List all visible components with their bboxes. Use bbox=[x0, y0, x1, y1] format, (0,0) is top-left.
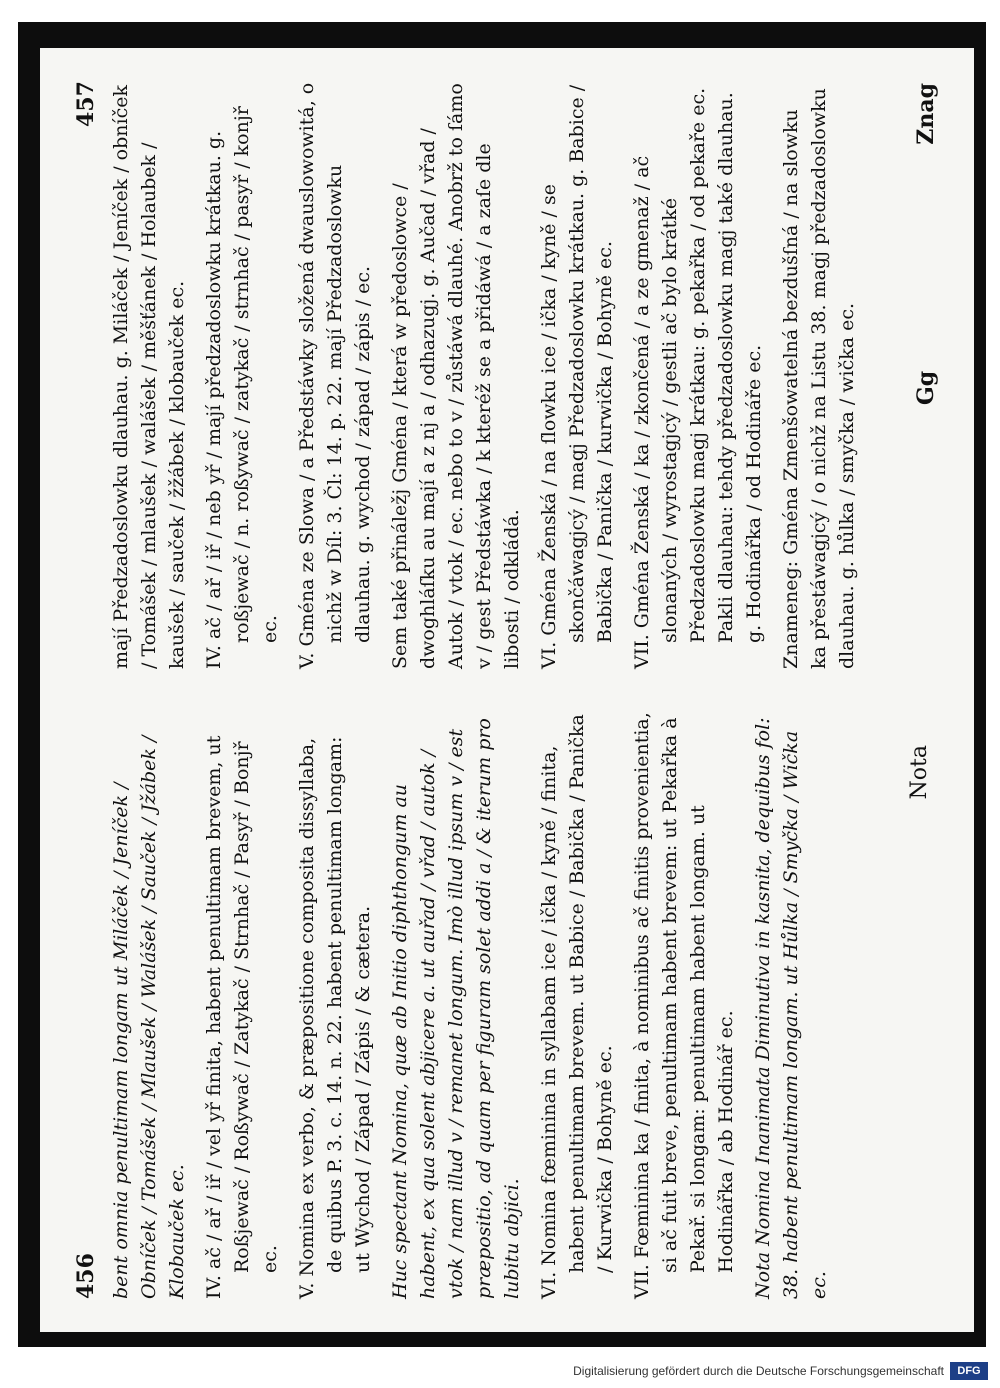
scanned-spread bbox=[18, 22, 986, 1347]
paragraph: IV. ač / ař / iř / vel yř finita, habent penultimam brevem, ut Roßjewač / Roßywač / Zatykač / Strnhač / Pasyř / Bonjř ec. bbox=[203, 735, 281, 1299]
page-number: 456 bbox=[73, 1253, 99, 1299]
page-number: 457 bbox=[73, 81, 99, 127]
paragraph: mají Předzadoslowku dlauhau. g. Miláček / Jeníček / obníček / Tomášek / mlaušek / walášek / měšťánek / Holaubek / kaušek / sauček / žžábek / klobauček ec. bbox=[110, 85, 188, 669]
paragraph: IV. ač / ař / iř / neb yř / mají předzadoslowku krátkau. g. roßjewač / n. roßywač / zatykač / strnhač / pasyř / konjř ec. bbox=[203, 106, 281, 669]
signature-mark: Gg bbox=[913, 370, 939, 405]
right-page bbox=[67, 75, 947, 675]
dfg-logo: DFG bbox=[950, 1362, 988, 1380]
left-page bbox=[67, 705, 947, 1305]
paragraph: Znameneg: Gména Zmenšowatelná bezdušſná / na slowku ka přestáwagjcý / o nichž na Listu 38. magj předzadoslowku dlauhau. g. hůlka / smyčka / wička ec. bbox=[780, 88, 858, 669]
paragraph: Sem také přináležj Gména / která w předoslowce / dwoghláſku au mají a z nj a / odhazugj. g. Aučad / vřad / Autok / vtok / ec. nebo to v / zůstáwá dlauhé. Anobrž to ſámo v / gest Předstáwka / k kteréž se a přidáwá / a zaſe dle libosti / odkládá. bbox=[389, 83, 523, 669]
text-column bbox=[107, 81, 870, 669]
paragraph: VII. Fœminina ka / finita, à nominibus ač finitis provenientia, si ač fuit breve, penultimam habent brevem: ut Pekařka à Pekař. si longam: penultimam habent longam. ut Hodinářka / ab Hodinář ec. bbox=[631, 712, 737, 1299]
paragraph: bent omnia penultimam longam ut Miláček / Jeníček / Obníček / Tomášek / Mlaušek / Walášek / Sauček / Jžábek / Klobauček ec. bbox=[110, 735, 188, 1299]
paragraph: Nota Nomina Inanimata Diminutiva in kasnita, dequibus fol: 38. habent penultimam longam. ut Hůlka / Smyčka / Wička ec. bbox=[752, 717, 830, 1299]
paragraph: Huc spectant Nomina, quæ ab Initio diphthongum au habent, ex qua solent abjicere a. ut auřad / vřad / autok / vtok / nam illud v / remanet longum. Imò illud ipsum v / est præpositio, ad quam per figuram solet addi a / & iterum pro lubitu abjici. bbox=[389, 718, 523, 1299]
footer bbox=[0, 1356, 1000, 1388]
paragraph: V. Gména ze Slowa / a Předstáwky složená dwauslowowitá, o nichž w Díl: 3. Čl: 14. p. 22. mají Předzadoslowku dlauhau. g. wychod / západ / zápis / ec. bbox=[296, 82, 374, 669]
paragraph: VI. Nomina fœminina in syllabam ice / ička / kyně / finita, habent penultimam brevem. ut Babice / Babička / Panička / Kurwička / Bohyně ec. bbox=[538, 714, 616, 1299]
catchword: Znag bbox=[913, 83, 939, 145]
book-spread bbox=[40, 48, 974, 1332]
funding-note: Digitalisierung gefördert durch die Deutsche Forschungsgemeinschaft bbox=[573, 1364, 944, 1378]
paragraph: VI. Gména Ženská / na ſlowku ice / ička / kyně / se skončáwagjcý / magj Předzadoslowku krátkau. g. Babice / Babička / Panička / kurwička / Bohyně ec. bbox=[538, 84, 616, 669]
paragraph: VII. Gména Ženská / ka / zkončená / a ze gmenaž / ač slonaných / wyrostagjcý / gestli ač bylo krátké Předzadoslowku magj krátkau: g. pekařka / od pekaře ec. Pakli dlauhau: tehdy předzadoslowku magj také dlauhau. g. Hodinářka / od Hodináře ec. bbox=[631, 87, 765, 669]
text-column bbox=[107, 711, 842, 1299]
rotated-spread bbox=[67, 75, 947, 1305]
catchword: Nota bbox=[907, 745, 932, 800]
paragraph: V. Nomina ex verbo, & præpositione composita dissyllaba, de quibus P. 3. c. 14. n. 22. habent penultimam longam: ut Wychod / Západ / Zápis / & cætera. bbox=[296, 736, 374, 1299]
